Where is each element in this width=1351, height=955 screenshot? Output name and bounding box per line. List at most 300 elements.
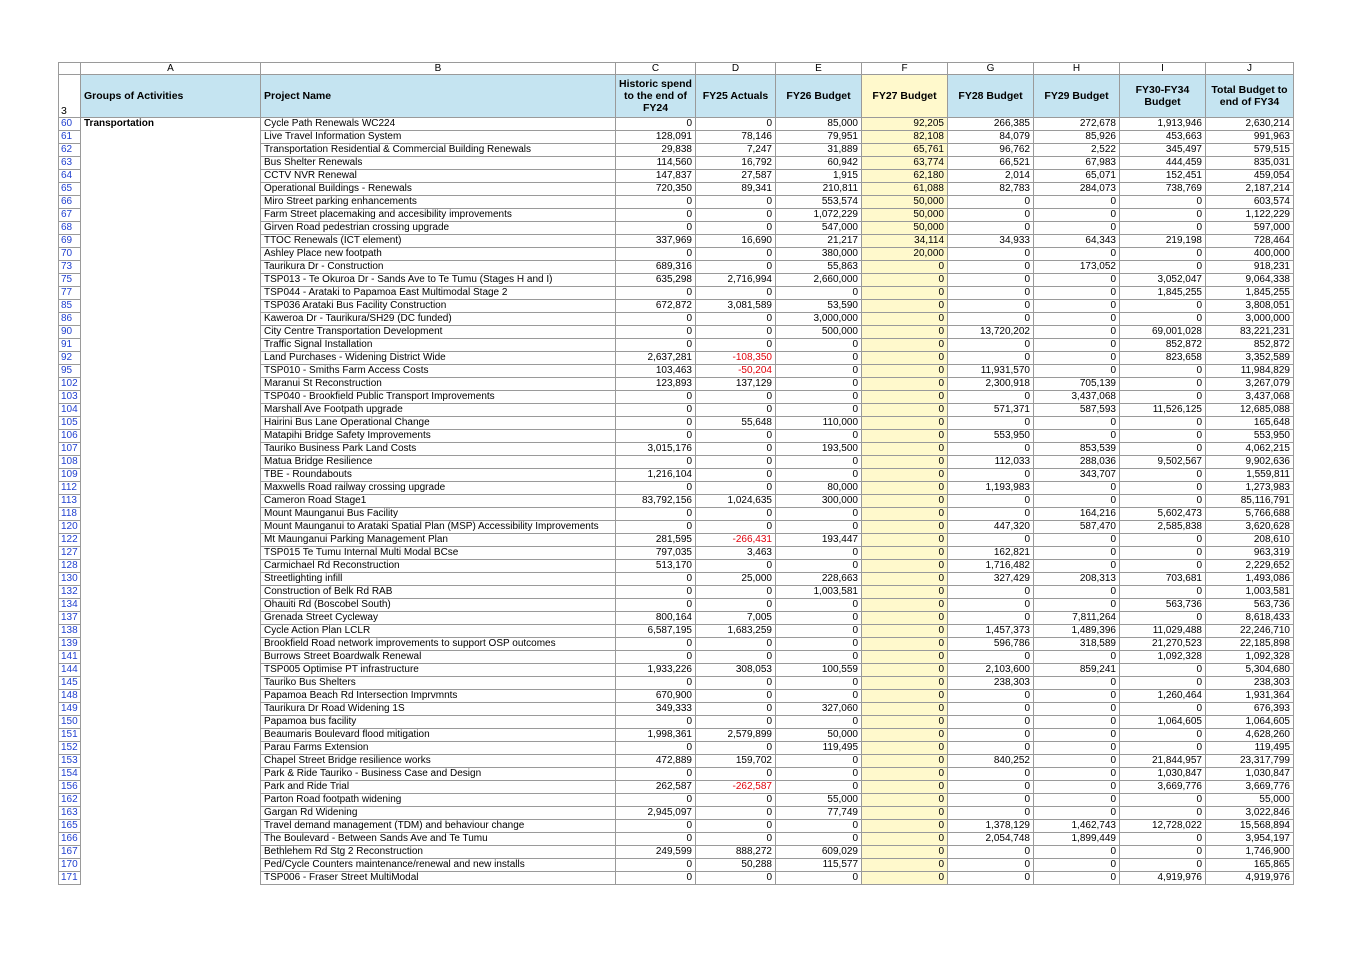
fy30-fy34-budget-cell[interactable]: 738,769 <box>1120 183 1206 196</box>
group-cell[interactable] <box>81 274 261 287</box>
historic-spend-cell[interactable]: 0 <box>616 651 696 664</box>
fy25-actuals-cell[interactable]: 55,648 <box>696 417 776 430</box>
historic-spend-cell[interactable]: 0 <box>616 404 696 417</box>
total-budget-cell[interactable]: 5,304,680 <box>1206 664 1294 677</box>
total-budget-cell[interactable]: 1,064,605 <box>1206 716 1294 729</box>
row-number[interactable]: 70 <box>59 248 81 261</box>
fy28-budget-cell[interactable]: 0 <box>948 508 1034 521</box>
fy28-budget-cell[interactable]: 2,103,600 <box>948 664 1034 677</box>
group-cell[interactable] <box>81 755 261 768</box>
group-cell[interactable] <box>81 209 261 222</box>
fy27-budget-cell[interactable]: 0 <box>862 508 948 521</box>
historic-spend-cell[interactable]: 0 <box>616 417 696 430</box>
total-budget-cell[interactable]: 1,122,229 <box>1206 209 1294 222</box>
group-cell[interactable] <box>81 261 261 274</box>
fy30-fy34-budget-cell[interactable]: 0 <box>1120 300 1206 313</box>
fy28-budget-cell[interactable]: 0 <box>948 495 1034 508</box>
fy30-fy34-budget-cell[interactable]: 0 <box>1120 443 1206 456</box>
historic-spend-cell[interactable]: 800,164 <box>616 612 696 625</box>
fy29-budget-cell[interactable]: 0 <box>1034 339 1120 352</box>
group-cell[interactable] <box>81 222 261 235</box>
column-header-g[interactable]: G <box>948 63 1034 75</box>
total-budget-cell[interactable]: 208,610 <box>1206 534 1294 547</box>
total-budget-cell[interactable]: 9,902,636 <box>1206 456 1294 469</box>
fy26-budget-cell[interactable]: 0 <box>776 781 862 794</box>
row-number[interactable]: 128 <box>59 560 81 573</box>
project-name-cell[interactable]: Chapel Street Bridge resilience works <box>261 755 616 768</box>
total-budget-cell[interactable]: 1,030,847 <box>1206 768 1294 781</box>
group-cell[interactable] <box>81 456 261 469</box>
fy28-budget-cell[interactable]: 0 <box>948 807 1034 820</box>
fy28-budget-cell[interactable]: 0 <box>948 196 1034 209</box>
header-fy29-budget[interactable]: FY29 Budget <box>1034 75 1120 118</box>
fy28-budget-cell[interactable]: 34,933 <box>948 235 1034 248</box>
fy25-actuals-cell[interactable]: 3,081,589 <box>696 300 776 313</box>
group-cell[interactable] <box>81 664 261 677</box>
row-number[interactable]: 150 <box>59 716 81 729</box>
historic-spend-cell[interactable]: 472,889 <box>616 755 696 768</box>
row-number[interactable]: 152 <box>59 742 81 755</box>
fy26-budget-cell[interactable]: 60,942 <box>776 157 862 170</box>
fy29-budget-cell[interactable]: 288,036 <box>1034 456 1120 469</box>
fy26-budget-cell[interactable]: 0 <box>776 755 862 768</box>
fy26-budget-cell[interactable]: 327,060 <box>776 703 862 716</box>
group-cell[interactable] <box>81 625 261 638</box>
header-groups-of-activities[interactable]: Groups of Activities <box>81 75 261 118</box>
total-budget-cell[interactable]: 11,984,829 <box>1206 365 1294 378</box>
fy30-fy34-budget-cell[interactable]: 444,459 <box>1120 157 1206 170</box>
group-cell[interactable] <box>81 144 261 157</box>
historic-spend-cell[interactable]: 0 <box>616 833 696 846</box>
total-budget-cell[interactable]: 238,303 <box>1206 677 1294 690</box>
fy25-actuals-cell[interactable]: 0 <box>696 651 776 664</box>
fy25-actuals-cell[interactable]: 0 <box>696 404 776 417</box>
fy26-budget-cell[interactable]: 21,217 <box>776 235 862 248</box>
fy26-budget-cell[interactable]: 0 <box>776 820 862 833</box>
fy27-budget-cell[interactable]: 0 <box>862 586 948 599</box>
fy30-fy34-budget-cell[interactable]: 219,198 <box>1120 235 1206 248</box>
row-number[interactable]: 63 <box>59 157 81 170</box>
fy25-actuals-cell[interactable]: 0 <box>696 430 776 443</box>
fy29-budget-cell[interactable]: 0 <box>1034 365 1120 378</box>
project-name-cell[interactable]: Park and Ride Trial <box>261 781 616 794</box>
group-cell[interactable] <box>81 846 261 859</box>
historic-spend-cell[interactable]: 0 <box>616 287 696 300</box>
column-header-h[interactable]: H <box>1034 63 1120 75</box>
fy29-budget-cell[interactable]: 0 <box>1034 781 1120 794</box>
historic-spend-cell[interactable]: 337,969 <box>616 235 696 248</box>
row-number[interactable]: 127 <box>59 547 81 560</box>
column-header-f[interactable]: F <box>862 63 948 75</box>
fy27-budget-cell[interactable]: 0 <box>862 573 948 586</box>
fy27-budget-cell[interactable]: 0 <box>862 599 948 612</box>
total-budget-cell[interactable]: 852,872 <box>1206 339 1294 352</box>
fy30-fy34-budget-cell[interactable]: 0 <box>1120 664 1206 677</box>
fy25-actuals-cell[interactable]: 0 <box>696 690 776 703</box>
fy30-fy34-budget-cell[interactable]: 0 <box>1120 703 1206 716</box>
fy28-budget-cell[interactable]: 162,821 <box>948 547 1034 560</box>
project-name-cell[interactable]: Cycle Path Renewals WC224 <box>261 118 616 131</box>
historic-spend-cell[interactable]: 0 <box>616 118 696 131</box>
row-number[interactable]: 105 <box>59 417 81 430</box>
fy29-budget-cell[interactable]: 0 <box>1034 222 1120 235</box>
fy28-budget-cell[interactable]: 0 <box>948 261 1034 274</box>
fy29-budget-cell[interactable]: 0 <box>1034 755 1120 768</box>
fy27-budget-cell[interactable]: 0 <box>862 443 948 456</box>
project-name-cell[interactable]: Land Purchases - Widening District Wide <box>261 352 616 365</box>
historic-spend-cell[interactable]: 2,637,281 <box>616 352 696 365</box>
fy30-fy34-budget-cell[interactable]: 0 <box>1120 586 1206 599</box>
fy26-budget-cell[interactable]: 0 <box>776 690 862 703</box>
row-number[interactable]: 65 <box>59 183 81 196</box>
fy28-budget-cell[interactable]: 0 <box>948 742 1034 755</box>
fy25-actuals-cell[interactable]: 0 <box>696 508 776 521</box>
fy29-budget-cell[interactable]: 318,589 <box>1034 638 1120 651</box>
fy30-fy34-budget-cell[interactable]: 3,669,776 <box>1120 781 1206 794</box>
fy29-budget-cell[interactable]: 7,811,264 <box>1034 612 1120 625</box>
group-cell[interactable] <box>81 235 261 248</box>
fy26-budget-cell[interactable]: 80,000 <box>776 482 862 495</box>
total-budget-cell[interactable]: 459,054 <box>1206 170 1294 183</box>
row-number[interactable]: 86 <box>59 313 81 326</box>
fy27-budget-cell[interactable]: 0 <box>862 703 948 716</box>
fy25-actuals-cell[interactable]: 0 <box>696 326 776 339</box>
row-number[interactable]: 138 <box>59 625 81 638</box>
historic-spend-cell[interactable]: 797,035 <box>616 547 696 560</box>
fy25-actuals-cell[interactable]: 0 <box>696 469 776 482</box>
fy26-budget-cell[interactable]: 0 <box>776 768 862 781</box>
fy27-budget-cell[interactable]: 34,114 <box>862 235 948 248</box>
fy29-budget-cell[interactable]: 0 <box>1034 586 1120 599</box>
group-cell[interactable] <box>81 560 261 573</box>
fy29-budget-cell[interactable]: 0 <box>1034 677 1120 690</box>
group-cell[interactable] <box>81 391 261 404</box>
project-name-cell[interactable]: Bus Shelter Renewals <box>261 157 616 170</box>
fy29-budget-cell[interactable]: 0 <box>1034 807 1120 820</box>
row-number[interactable]: 108 <box>59 456 81 469</box>
fy26-budget-cell[interactable]: 115,577 <box>776 859 862 872</box>
fy27-budget-cell[interactable]: 0 <box>862 833 948 846</box>
header-fy26-budget[interactable]: FY26 Budget <box>776 75 862 118</box>
fy25-actuals-cell[interactable]: 16,792 <box>696 157 776 170</box>
fy30-fy34-budget-cell[interactable]: 0 <box>1120 365 1206 378</box>
group-cell[interactable] <box>81 859 261 872</box>
total-budget-cell[interactable]: 8,618,433 <box>1206 612 1294 625</box>
fy30-fy34-budget-cell[interactable]: 852,872 <box>1120 339 1206 352</box>
fy27-budget-cell[interactable]: 0 <box>862 391 948 404</box>
fy26-budget-cell[interactable]: 0 <box>776 365 862 378</box>
row-number[interactable]: 170 <box>59 859 81 872</box>
historic-spend-cell[interactable]: 83,792,156 <box>616 495 696 508</box>
fy27-budget-cell[interactable]: 0 <box>862 261 948 274</box>
fy26-budget-cell[interactable]: 110,000 <box>776 417 862 430</box>
fy27-budget-cell[interactable]: 0 <box>862 716 948 729</box>
fy26-budget-cell[interactable]: 0 <box>776 547 862 560</box>
fy28-budget-cell[interactable]: 1,193,983 <box>948 482 1034 495</box>
fy30-fy34-budget-cell[interactable]: 0 <box>1120 391 1206 404</box>
row-number[interactable]: 162 <box>59 794 81 807</box>
fy30-fy34-budget-cell[interactable]: 12,728,022 <box>1120 820 1206 833</box>
project-name-cell[interactable]: TSP013 - Te Okuroa Dr - Sands Ave to Te Tumu (Stages H and I) <box>261 274 616 287</box>
fy27-budget-cell[interactable]: 0 <box>862 469 948 482</box>
fy26-budget-cell[interactable]: 0 <box>776 430 862 443</box>
group-cell[interactable] <box>81 781 261 794</box>
group-cell[interactable] <box>81 326 261 339</box>
group-cell[interactable] <box>81 820 261 833</box>
fy25-actuals-cell[interactable]: 0 <box>696 391 776 404</box>
project-name-cell[interactable]: TSP044 - Arataki to Papamoa East Multimodal Stage 2 <box>261 287 616 300</box>
fy29-budget-cell[interactable]: 859,241 <box>1034 664 1120 677</box>
row-number[interactable]: 62 <box>59 144 81 157</box>
total-budget-cell[interactable]: 15,568,894 <box>1206 820 1294 833</box>
fy29-budget-cell[interactable]: 343,707 <box>1034 469 1120 482</box>
fy27-budget-cell[interactable]: 61,088 <box>862 183 948 196</box>
total-budget-cell[interactable]: 12,685,088 <box>1206 404 1294 417</box>
project-name-cell[interactable]: Maranui St Reconstruction <box>261 378 616 391</box>
fy26-budget-cell[interactable]: 0 <box>776 560 862 573</box>
fy27-budget-cell[interactable]: 0 <box>862 807 948 820</box>
row-number[interactable]: 139 <box>59 638 81 651</box>
fy29-budget-cell[interactable]: 0 <box>1034 690 1120 703</box>
column-header-c[interactable]: C <box>616 63 696 75</box>
fy29-budget-cell[interactable]: 0 <box>1034 352 1120 365</box>
historic-spend-cell[interactable]: 0 <box>616 456 696 469</box>
total-budget-cell[interactable]: 3,000,000 <box>1206 313 1294 326</box>
fy26-budget-cell[interactable]: 50,000 <box>776 729 862 742</box>
fy25-actuals-cell[interactable]: 0 <box>696 794 776 807</box>
fy26-budget-cell[interactable]: 3,000,000 <box>776 313 862 326</box>
row-number[interactable]: 148 <box>59 690 81 703</box>
fy27-budget-cell[interactable]: 0 <box>862 547 948 560</box>
row-number[interactable]: 75 <box>59 274 81 287</box>
total-budget-cell[interactable]: 676,393 <box>1206 703 1294 716</box>
row-number[interactable]: 151 <box>59 729 81 742</box>
project-name-cell[interactable]: Travel demand management (TDM) and behaviour change <box>261 820 616 833</box>
historic-spend-cell[interactable]: 0 <box>616 573 696 586</box>
fy28-budget-cell[interactable]: 840,252 <box>948 755 1034 768</box>
group-cell[interactable] <box>81 599 261 612</box>
fy26-budget-cell[interactable]: 609,029 <box>776 846 862 859</box>
fy25-actuals-cell[interactable]: 137,129 <box>696 378 776 391</box>
fy27-budget-cell[interactable]: 0 <box>862 274 948 287</box>
fy29-budget-cell[interactable]: 0 <box>1034 482 1120 495</box>
fy26-budget-cell[interactable]: 55,000 <box>776 794 862 807</box>
project-name-cell[interactable]: Cycle Action Plan LCLR <box>261 625 616 638</box>
total-budget-cell[interactable]: 728,464 <box>1206 235 1294 248</box>
fy25-actuals-cell[interactable]: 1,024,635 <box>696 495 776 508</box>
fy26-budget-cell[interactable]: 0 <box>776 625 862 638</box>
fy28-budget-cell[interactable]: 13,720,202 <box>948 326 1034 339</box>
historic-spend-cell[interactable]: 1,933,226 <box>616 664 696 677</box>
fy30-fy34-budget-cell[interactable]: 0 <box>1120 261 1206 274</box>
fy30-fy34-budget-cell[interactable]: 0 <box>1120 469 1206 482</box>
historic-spend-cell[interactable]: 0 <box>616 794 696 807</box>
fy29-budget-cell[interactable]: 2,522 <box>1034 144 1120 157</box>
fy28-budget-cell[interactable]: 0 <box>948 703 1034 716</box>
fy26-budget-cell[interactable]: 0 <box>776 521 862 534</box>
project-name-cell[interactable]: Bethlehem Rd Stg 2 Reconstruction <box>261 846 616 859</box>
fy30-fy34-budget-cell[interactable]: 1,913,946 <box>1120 118 1206 131</box>
fy26-budget-cell[interactable]: 31,889 <box>776 144 862 157</box>
fy25-actuals-cell[interactable]: 0 <box>696 807 776 820</box>
group-cell[interactable] <box>81 872 261 885</box>
total-budget-cell[interactable]: 23,317,799 <box>1206 755 1294 768</box>
fy27-budget-cell[interactable]: 0 <box>862 404 948 417</box>
project-name-cell[interactable]: Tauriko Business Park Land Costs <box>261 443 616 456</box>
historic-spend-cell[interactable]: 0 <box>616 677 696 690</box>
historic-spend-cell[interactable]: 689,316 <box>616 261 696 274</box>
header-fy30-fy34-budget[interactable]: FY30-FY34 Budget <box>1120 75 1206 118</box>
fy27-budget-cell[interactable]: 0 <box>862 625 948 638</box>
row-number[interactable]: 122 <box>59 534 81 547</box>
fy28-budget-cell[interactable]: 0 <box>948 209 1034 222</box>
fy26-budget-cell[interactable]: 228,663 <box>776 573 862 586</box>
group-cell[interactable] <box>81 443 261 456</box>
fy28-budget-cell[interactable]: 0 <box>948 794 1034 807</box>
total-budget-cell[interactable]: 4,062,215 <box>1206 443 1294 456</box>
fy30-fy34-budget-cell[interactable]: 563,736 <box>1120 599 1206 612</box>
fy27-budget-cell[interactable]: 0 <box>862 859 948 872</box>
fy29-budget-cell[interactable]: 64,343 <box>1034 235 1120 248</box>
fy27-budget-cell[interactable]: 0 <box>862 638 948 651</box>
project-name-cell[interactable]: TSP015 Te Tumu Internal Multi Modal BCse <box>261 547 616 560</box>
fy26-budget-cell[interactable]: 0 <box>776 833 862 846</box>
project-name-cell[interactable]: Matua Bridge Resilience <box>261 456 616 469</box>
fy30-fy34-budget-cell[interactable]: 0 <box>1120 417 1206 430</box>
fy30-fy34-budget-cell[interactable]: 0 <box>1120 209 1206 222</box>
fy26-budget-cell[interactable]: 0 <box>776 456 862 469</box>
column-header-e[interactable]: E <box>776 63 862 75</box>
fy25-actuals-cell[interactable]: 3,463 <box>696 547 776 560</box>
fy26-budget-cell[interactable]: 553,574 <box>776 196 862 209</box>
fy28-budget-cell[interactable]: 1,457,373 <box>948 625 1034 638</box>
fy29-budget-cell[interactable]: 208,313 <box>1034 573 1120 586</box>
fy28-budget-cell[interactable]: 0 <box>948 768 1034 781</box>
project-name-cell[interactable]: Matapihi Bridge Safety Improvements <box>261 430 616 443</box>
row-number[interactable]: 166 <box>59 833 81 846</box>
project-name-cell[interactable]: TSP040 - Brookfield Public Transport Improvements <box>261 391 616 404</box>
fy29-budget-cell[interactable]: 0 <box>1034 209 1120 222</box>
fy30-fy34-budget-cell[interactable]: 1,064,605 <box>1120 716 1206 729</box>
fy28-budget-cell[interactable]: 238,303 <box>948 677 1034 690</box>
historic-spend-cell[interactable]: 6,587,195 <box>616 625 696 638</box>
total-budget-cell[interactable]: 3,022,846 <box>1206 807 1294 820</box>
fy25-actuals-cell[interactable]: 0 <box>696 586 776 599</box>
fy27-budget-cell[interactable]: 0 <box>862 352 948 365</box>
row-number[interactable]: 171 <box>59 872 81 885</box>
fy28-budget-cell[interactable]: 0 <box>948 534 1034 547</box>
fy30-fy34-budget-cell[interactable]: 0 <box>1120 534 1206 547</box>
total-budget-cell[interactable]: 603,574 <box>1206 196 1294 209</box>
fy25-actuals-cell[interactable]: 0 <box>696 820 776 833</box>
column-header-i[interactable]: I <box>1120 63 1206 75</box>
fy28-budget-cell[interactable]: 0 <box>948 417 1034 430</box>
fy29-budget-cell[interactable]: 0 <box>1034 742 1120 755</box>
fy27-budget-cell[interactable]: 0 <box>862 677 948 690</box>
row-number[interactable]: 64 <box>59 170 81 183</box>
total-budget-cell[interactable]: 1,559,811 <box>1206 469 1294 482</box>
group-cell[interactable] <box>81 352 261 365</box>
historic-spend-cell[interactable]: 0 <box>616 326 696 339</box>
fy30-fy34-budget-cell[interactable]: 0 <box>1120 495 1206 508</box>
row-number[interactable]: 141 <box>59 651 81 664</box>
project-name-cell[interactable]: CCTV NVR Renewal <box>261 170 616 183</box>
fy25-actuals-cell[interactable]: 0 <box>696 560 776 573</box>
fy29-budget-cell[interactable]: 0 <box>1034 846 1120 859</box>
fy30-fy34-budget-cell[interactable]: 453,663 <box>1120 131 1206 144</box>
project-name-cell[interactable]: Burrows Street Boardwalk Renewal <box>261 651 616 664</box>
project-name-cell[interactable]: TTOC Renewals (ICT element) <box>261 235 616 248</box>
fy29-budget-cell[interactable]: 164,216 <box>1034 508 1120 521</box>
total-budget-cell[interactable]: 400,000 <box>1206 248 1294 261</box>
fy26-budget-cell[interactable]: 0 <box>776 638 862 651</box>
fy29-budget-cell[interactable]: 0 <box>1034 417 1120 430</box>
fy26-budget-cell[interactable]: 0 <box>776 404 862 417</box>
fy25-actuals-cell[interactable]: 0 <box>696 196 776 209</box>
fy30-fy34-budget-cell[interactable]: 0 <box>1120 742 1206 755</box>
fy26-budget-cell[interactable]: 0 <box>776 378 862 391</box>
project-name-cell[interactable]: Parton Road footpath widening <box>261 794 616 807</box>
fy29-budget-cell[interactable]: 3,437,068 <box>1034 391 1120 404</box>
fy25-actuals-cell[interactable]: 7,247 <box>696 144 776 157</box>
fy29-budget-cell[interactable]: 284,073 <box>1034 183 1120 196</box>
fy28-budget-cell[interactable]: 0 <box>948 391 1034 404</box>
fy28-budget-cell[interactable]: 0 <box>948 287 1034 300</box>
fy30-fy34-budget-cell[interactable]: 0 <box>1120 560 1206 573</box>
group-cell[interactable] <box>81 586 261 599</box>
fy30-fy34-budget-cell[interactable]: 0 <box>1120 378 1206 391</box>
fy29-budget-cell[interactable]: 0 <box>1034 716 1120 729</box>
project-name-cell[interactable]: Mt Maunganui Parking Management Plan <box>261 534 616 547</box>
header-fy25-actuals[interactable]: FY25 Actuals <box>696 75 776 118</box>
project-name-cell[interactable]: Carmichael Rd Reconstruction <box>261 560 616 573</box>
fy29-budget-cell[interactable]: 0 <box>1034 560 1120 573</box>
fy29-budget-cell[interactable]: 0 <box>1034 274 1120 287</box>
fy25-actuals-cell[interactable]: 0 <box>696 716 776 729</box>
fy29-budget-cell[interactable]: 587,470 <box>1034 521 1120 534</box>
fy26-budget-cell[interactable]: 0 <box>776 599 862 612</box>
fy30-fy34-budget-cell[interactable]: 0 <box>1120 729 1206 742</box>
fy28-budget-cell[interactable]: 0 <box>948 352 1034 365</box>
fy27-budget-cell[interactable]: 0 <box>862 794 948 807</box>
total-budget-cell[interactable]: 55,000 <box>1206 794 1294 807</box>
fy25-actuals-cell[interactable]: 0 <box>696 287 776 300</box>
historic-spend-cell[interactable]: 0 <box>616 599 696 612</box>
fy25-actuals-cell[interactable]: 27,587 <box>696 170 776 183</box>
project-name-cell[interactable]: Beaumaris Boulevard flood mitigation <box>261 729 616 742</box>
fy26-budget-cell[interactable]: 547,000 <box>776 222 862 235</box>
fy28-budget-cell[interactable]: 0 <box>948 274 1034 287</box>
group-cell[interactable] <box>81 807 261 820</box>
fy25-actuals-cell[interactable]: 0 <box>696 482 776 495</box>
group-cell[interactable] <box>81 183 261 196</box>
fy26-budget-cell[interactable]: 0 <box>776 651 862 664</box>
fy27-budget-cell[interactable]: 0 <box>862 456 948 469</box>
fy27-budget-cell[interactable]: 0 <box>862 612 948 625</box>
historic-spend-cell[interactable]: 103,463 <box>616 365 696 378</box>
historic-spend-cell[interactable]: 3,015,176 <box>616 443 696 456</box>
project-name-cell[interactable]: Taurikura Dr - Construction <box>261 261 616 274</box>
historic-spend-cell[interactable]: 0 <box>616 222 696 235</box>
group-cell[interactable] <box>81 547 261 560</box>
row-number[interactable]: 153 <box>59 755 81 768</box>
project-name-cell[interactable]: The Boulevard - Between Sands Ave and Te Tumu <box>261 833 616 846</box>
fy29-budget-cell[interactable]: 67,983 <box>1034 157 1120 170</box>
fy26-budget-cell[interactable]: 0 <box>776 287 862 300</box>
fy25-actuals-cell[interactable]: 2,716,994 <box>696 274 776 287</box>
fy26-budget-cell[interactable]: 300,000 <box>776 495 862 508</box>
fy27-budget-cell[interactable]: 0 <box>862 339 948 352</box>
